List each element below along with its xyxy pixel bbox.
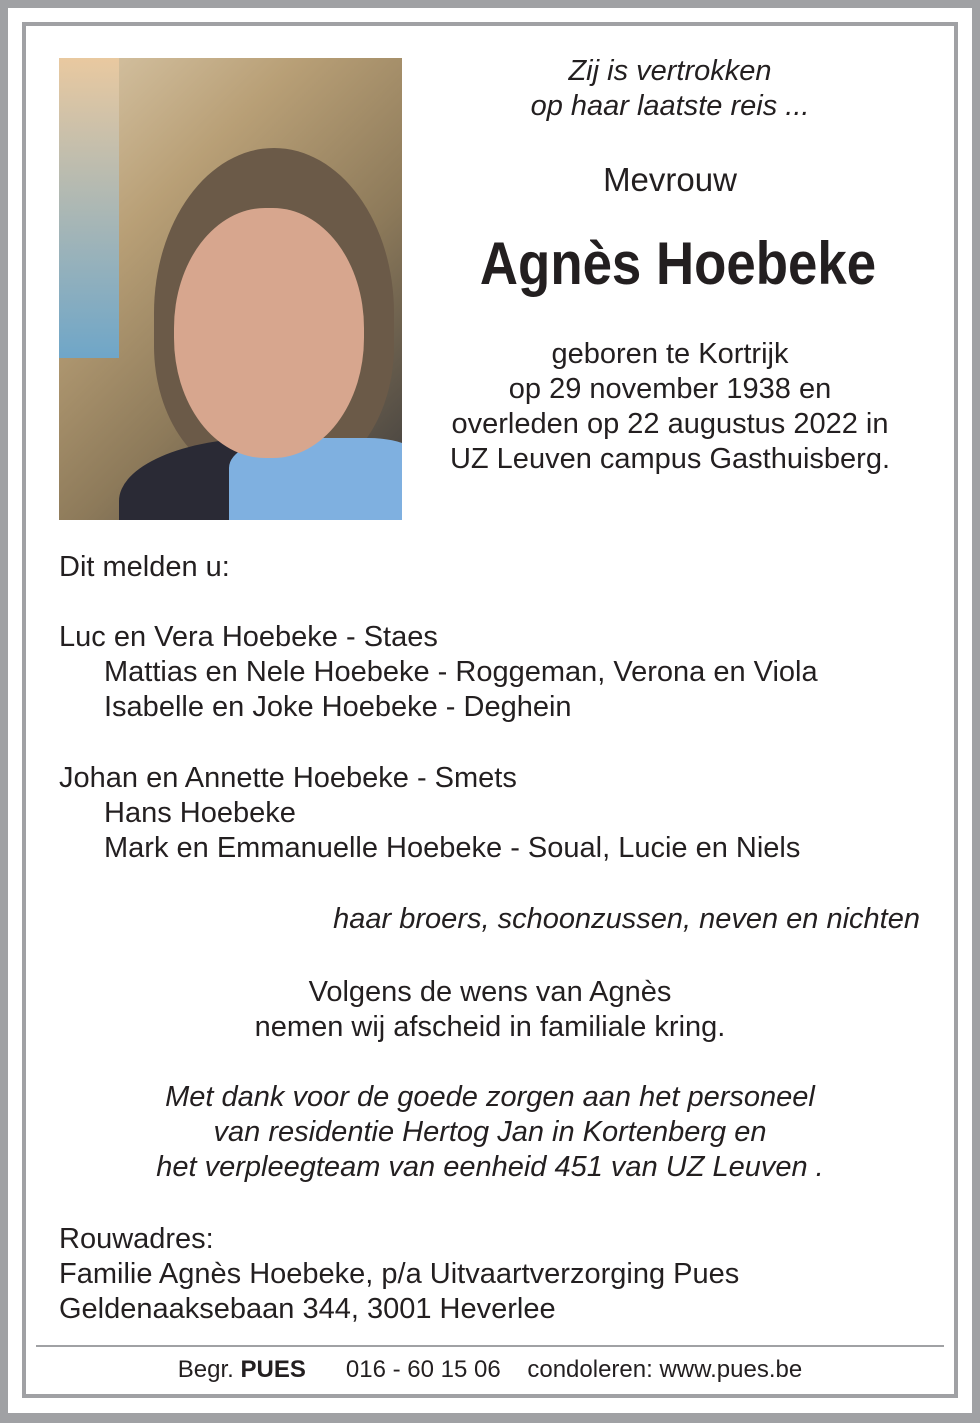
- footer-prefix: Begr.: [177, 1356, 234, 1383]
- footer: [0, 1356, 980, 1384]
- wish-line: nemen wij afscheid in familiale kring.: [254, 1011, 726, 1043]
- thanks-line: Met dank voor de goede zorgen aan het personeel: [165, 1081, 815, 1113]
- thanks-line: van residentie Hertog Jan in Kortenberg en: [213, 1116, 767, 1148]
- footer-divider: [36, 1345, 944, 1347]
- thanks-line: het verpleegteam van eenheid 451 van UZ Leuven .: [156, 1151, 824, 1183]
- deceased-name: Agnès Hoebeke: [479, 230, 877, 297]
- birth-line: overleden op 22 augustus 2022 in: [451, 408, 889, 440]
- relatives-text: haar broers, schoonzussen, neven en nichten: [333, 903, 920, 935]
- portrait-photo: [59, 58, 402, 520]
- family-main: Luc en Vera Hoebeke - Staes: [59, 621, 438, 653]
- address-line: Familie Agnès Hoebeke, p/a Uitvaartverzorging Pues: [59, 1258, 740, 1290]
- honorific: Mevrouw: [603, 161, 737, 198]
- family-main: Johan en Annette Hoebeke - Smets: [59, 762, 517, 794]
- footer-condolence-link[interactable]: condoleren: www.pues.be: [527, 1356, 803, 1383]
- birth-line: geboren te Kortrijk: [551, 338, 789, 370]
- footer-phone: 016 - 60 15 06: [345, 1356, 501, 1383]
- address-line: Geldenaaksebaan 344, 3001 Heverlee: [59, 1293, 556, 1325]
- motto-line-2: op haar laatste reis ...: [530, 90, 810, 122]
- birth-line: UZ Leuven campus Gasthuisberg.: [449, 443, 891, 475]
- birth-line: op 29 november 1938 en: [508, 373, 832, 405]
- family-sub: Mattias en Nele Hoebeke - Roggeman, Verona en Viola: [104, 656, 818, 688]
- announce-text: Dit melden u:: [59, 551, 230, 583]
- address-label: Rouwadres:: [59, 1223, 214, 1255]
- family-sub: Hans Hoebeke: [104, 797, 296, 829]
- funeral-home-brand: PUES: [240, 1356, 306, 1383]
- wish-line: Volgens de wens van Agnès: [308, 976, 672, 1008]
- motto-line-1: Zij is vertrokken: [568, 55, 772, 87]
- family-sub: Mark en Emmanuelle Hoebeke - Soual, Lucie en Niels: [104, 832, 801, 864]
- family-sub: Isabelle en Joke Hoebeke - Deghein: [104, 691, 572, 723]
